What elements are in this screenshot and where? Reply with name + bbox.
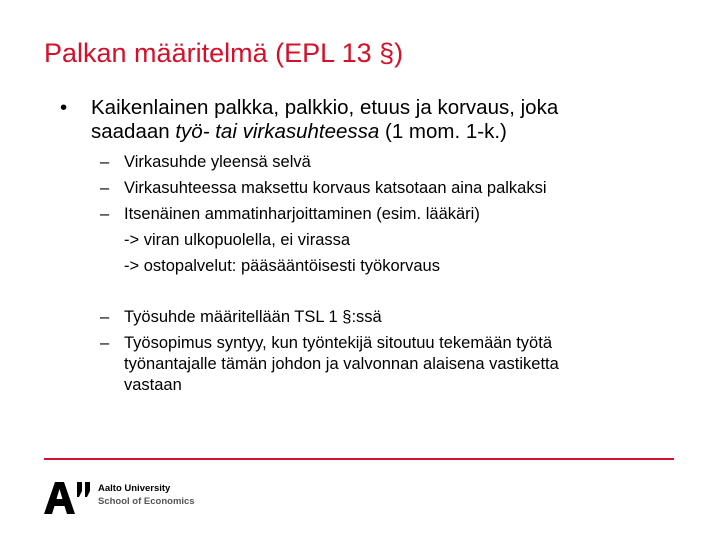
dash-marker: – xyxy=(100,308,110,326)
sub-bullet: Työsuhde määritellään TSL 1 §:ssä xyxy=(124,308,382,326)
logo-school: School of Economics xyxy=(98,496,195,507)
sub-bullet-continuation: vastaan xyxy=(124,376,182,394)
bullet-marker: • xyxy=(60,96,68,119)
slide-title: Palkan määritelmä (EPL 13 §) xyxy=(44,38,404,68)
logo-university: Aalto University xyxy=(98,483,171,494)
dash-marker: – xyxy=(100,205,110,223)
logo-wordmark xyxy=(98,482,195,508)
sub-bullet: Virkasuhde yleensä selvä xyxy=(124,153,311,171)
sub-bullet: Itsenäinen ammatinharjoittaminen (esim. lääkäri) xyxy=(124,205,480,223)
footer-divider xyxy=(44,458,674,460)
bullet-text-line xyxy=(91,120,507,144)
sub-bullet: Työsopimus syntyy, kun työntekijä sitoutuu tekemään työtä xyxy=(124,334,552,352)
bullet-text-italic: työ- tai virkasuhteessa xyxy=(175,120,380,143)
bullet-text: saadaan xyxy=(91,120,176,143)
dash-marker: – xyxy=(100,334,110,352)
sub-bullet-continuation: -> viran ulkopuolella, ei virassa xyxy=(124,231,351,249)
dash-marker: – xyxy=(100,153,110,171)
sub-bullet-continuation: työnantajalle tämän johdon ja valvonnan alaisena vastiketta xyxy=(124,355,559,373)
bullet-text-line: Kaikenlainen palkka, palkkio, etuus ja korvaus, joka xyxy=(91,96,559,119)
bullet-text: (1 mom. 1-k.) xyxy=(379,120,507,143)
sub-bullet: Virkasuhteessa maksettu korvaus katsotaan aina palkaksi xyxy=(124,179,547,197)
sub-bullet-continuation: -> ostopalvelut: pääsääntöisesti työkorvaus xyxy=(124,257,440,275)
aalto-logo-icon xyxy=(44,480,94,516)
dash-marker: – xyxy=(100,179,110,197)
